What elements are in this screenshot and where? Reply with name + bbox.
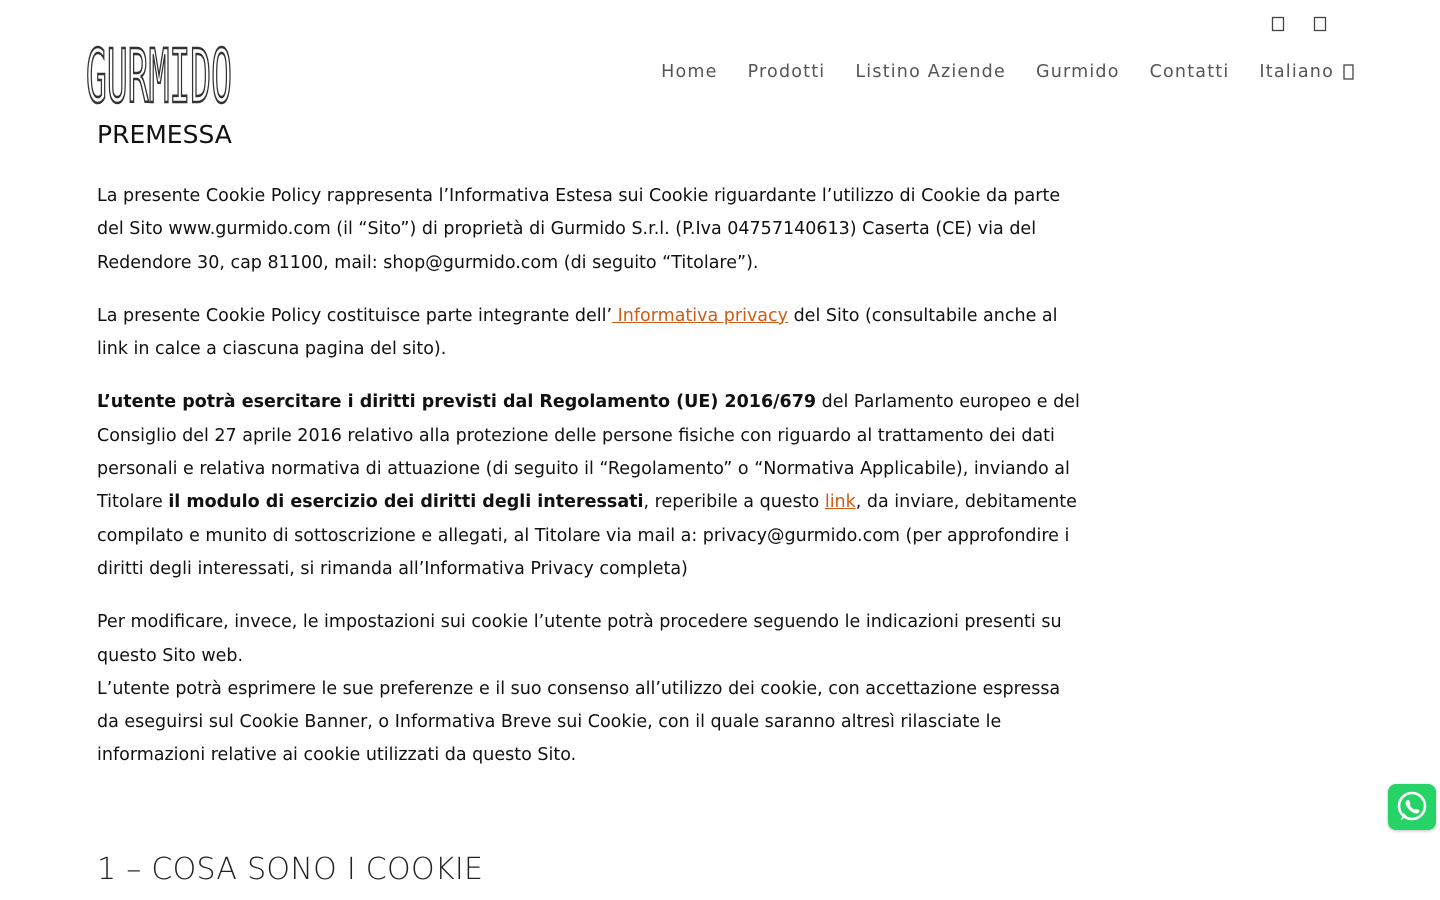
paragraph-text: L’utente potrà esprimere le sue preferenze e il suo consenso all’utilizzo dei cookie, con accettazione espressa da eseguirsi sul Cookie Banner, o Informativa Breve sui Cookie, con il quale saranno altresì rilasciate le informazioni relative ai cookie utilizzati da questo Sito. (97, 678, 1061, 766)
main-nav (661, 62, 1354, 82)
paragraph-privacy (97, 300, 1087, 367)
cookie-policy-content (97, 118, 1087, 793)
section-title: PREMESSA (97, 120, 232, 149)
nav-label: Prodotti (747, 62, 826, 82)
chevron-down-icon (1342, 63, 1354, 81)
nav-label: Home (661, 62, 718, 82)
site-header (0, 0, 1440, 120)
cart-icon[interactable] (1312, 14, 1328, 34)
paragraph-text: , da inviare, debitamente compilato e munito di sottoscrizione e allegati, al Titolare via mail a: privacy@gurmido.com (per approfondire i diritti degli interessati, si rimanda all’Informativa Privacy completa) (97, 492, 1077, 579)
nav-label: Contatti (1149, 62, 1230, 82)
section-heading-cookies: 1 – COSA SONO I COOKIE (97, 852, 484, 887)
paragraph-text: La presente Cookie Policy costituisce parte integrante dell’ (97, 305, 613, 326)
paragraph-text: Per modificare, invece, le impostazioni sui cookie l’utente potrà procedere seguendo le indicazioni presenti su questo Sito web. (97, 612, 1062, 666)
language-selector[interactable] (1259, 62, 1354, 82)
utility-icons (1270, 14, 1328, 34)
whatsapp-button[interactable] (1388, 784, 1436, 830)
paragraph-text: , reperibile a questo (643, 492, 825, 513)
gurmido-logo (86, 34, 234, 120)
nav-item-contatti[interactable] (1150, 62, 1230, 82)
user-icon[interactable] (1270, 14, 1286, 34)
logo-text: GURMIDO (86, 34, 232, 120)
nav-label: Listino Aziende (855, 62, 1006, 82)
paragraph-text: del Sito (consultabile anche al link in calce a ciascuna pagina del sito). (97, 305, 1058, 360)
whatsapp-icon (1394, 789, 1430, 825)
rights-form-link[interactable]: link (824, 492, 856, 513)
nav-item-prodotti[interactable] (748, 62, 826, 82)
bold-text: L’utente potrà esercitare i diritti previsti dal Regolamento (UE) 2016/679 (97, 392, 817, 413)
language-label: Italiano (1259, 62, 1334, 82)
paragraph-text: del Parlamento europeo e del Consiglio del 27 aprile 2016 relativo alla protezione delle persone fisiche con riguardo al trattamento dei dati personali e relativa normativa di attuazione (di seguito il “Regolamento” o “Normativa Applicabile), inviando al Titolare (97, 392, 1080, 513)
paragraph-intro: La presente Cookie Policy rappresenta l’Informativa Estesa sui Cookie riguardante l’utilizzo di Cookie da parte del Sito www.gurmido.com (il “Sito”) di proprietà di Gurmido S.r.l. (P.Iva 04757140613) Caserta (CE) via del Redendore 30, cap 81100, mail: shop@gurmido.com (di seguito “Titolare”). (97, 186, 1061, 273)
nav-item-listino-aziende[interactable] (855, 62, 1006, 82)
nav-item-home[interactable] (661, 62, 717, 82)
bold-text: il modulo di esercizio dei diritti degli interessati (168, 492, 644, 513)
nav-item-gurmido[interactable] (1036, 62, 1120, 82)
privacy-policy-link[interactable]: Informativa privacy (612, 305, 789, 326)
paragraph-rights (97, 386, 1087, 586)
nav-label: Gurmido (1035, 62, 1120, 82)
site-logo[interactable] (86, 34, 234, 120)
paragraph-settings (97, 606, 1087, 772)
